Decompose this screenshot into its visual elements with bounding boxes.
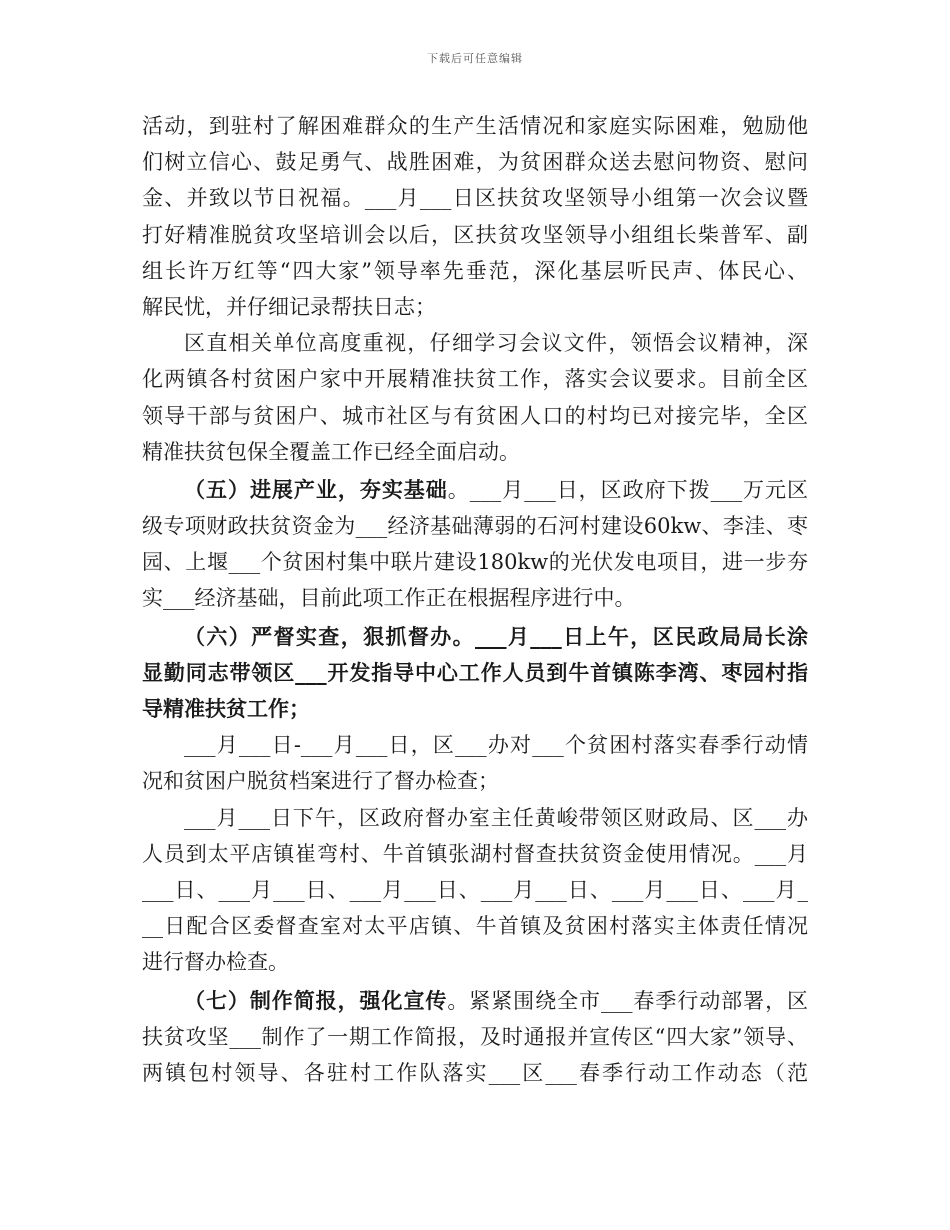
text-line: ___月___日-___月___日，区___办对___个贫困村落实春季行动情: [184, 733, 808, 758]
text-line: [142, 983, 808, 1019]
text-line: 解民忧，并仔细记录帮扶日志；: [142, 294, 436, 319]
text-line: 化两镇各村贫困户家中开展精准扶贫工作，落实会议要求。目前全区: [142, 367, 808, 392]
text-line: 领导干部与贫困户、城市社区与有贫困人口的村均已对接完毕，全区: [142, 403, 808, 428]
text-line: ___日、___月___日、___月___日、___月___日、___月___日、___月_: [142, 877, 808, 902]
paragraph: [142, 108, 808, 325]
text-line: 实___经济基础，目前此项工作正在根据程序进行中。: [142, 586, 636, 611]
text-line: 人员到太平店镇崔弯村、牛首镇张湖村督查扶贫资金使用情况。___月: [142, 841, 808, 866]
text-line: 园、上堰___个贫困村集中联片建设180kw的光伏发电项目，进一步夯: [142, 550, 808, 575]
text-line: 精准扶贫包保全覆盖工作已经全面启动。: [142, 439, 520, 464]
document-body: [142, 108, 808, 1091]
text-line: 两镇包村领导、各驻村工作队落实___区___春季行动工作动态（范: [142, 1060, 808, 1085]
text-line: 况和贫困户脱贫档案进行了督办检查；: [142, 769, 499, 794]
section-heading-line: 显勤同志带领区___开发指导中心工作人员到牛首镇陈李湾、枣园村指: [142, 659, 808, 685]
paragraph: [142, 619, 808, 728]
text-line: [142, 472, 808, 508]
paragraph: [142, 983, 808, 1092]
text-line: 金、并致以节日祝福。___月___日区扶贫攻坚领导小组第一次会议暨: [142, 186, 808, 211]
text-run: 。紧紧围绕全市___春季行动部署，区: [447, 988, 809, 1013]
text-run: 。___月___日，区政府下拨___万元区: [447, 477, 809, 502]
text-line: 进行督办检查。: [142, 950, 289, 975]
paragraph: [142, 800, 808, 981]
text-line: 打好精准脱贫攻坚培训会以后，区扶贫攻坚领导小组组长柴普军、副: [142, 222, 808, 247]
text-line: __日配合区委督查室对太平店镇、牛首镇及贫困村落实主体责任情况: [142, 914, 808, 939]
text-line: 活动，到驻村了解困难群众的生产生活情况和家庭实际困难，勉励他: [142, 114, 808, 138]
paragraph: [142, 727, 808, 799]
section-heading-line: 导精准扶贫工作；: [142, 696, 310, 721]
paragraph: [142, 472, 808, 617]
page-header: 下载后可任意编辑: [427, 52, 523, 65]
text-line: 们树立信心、鼓足勇气、战胜困难，为贫困群众送去慰问物资、慰问: [142, 150, 808, 175]
text-line: 组长许万红等“四大家”领导率先垂范，深化基层听民声、体民心、: [142, 258, 808, 283]
paragraph: [142, 325, 808, 470]
section-heading: （五）进展产业，夯实基础: [184, 476, 448, 502]
text-line: 扶贫攻坚___制作了一期工作简报，及时通报并宣传区“四大家”领导、: [142, 1024, 808, 1049]
text-line: 级专项财政扶贫资金为___经济基础薄弱的石河村建设60kw、李洼、枣: [142, 514, 808, 539]
text-line: 区直相关单位高度重视，仔细学习会议文件，领悟会议精神，深: [184, 331, 808, 356]
section-heading-line: （六）严督实查，狠抓督办。___月___日上午，区民政局局长涂: [184, 623, 808, 649]
section-heading: （七）制作简报，强化宣传: [184, 987, 448, 1013]
text-line: ___月___日下午，区政府督办室主任黄峻带领区财政局、区___办: [184, 805, 808, 830]
